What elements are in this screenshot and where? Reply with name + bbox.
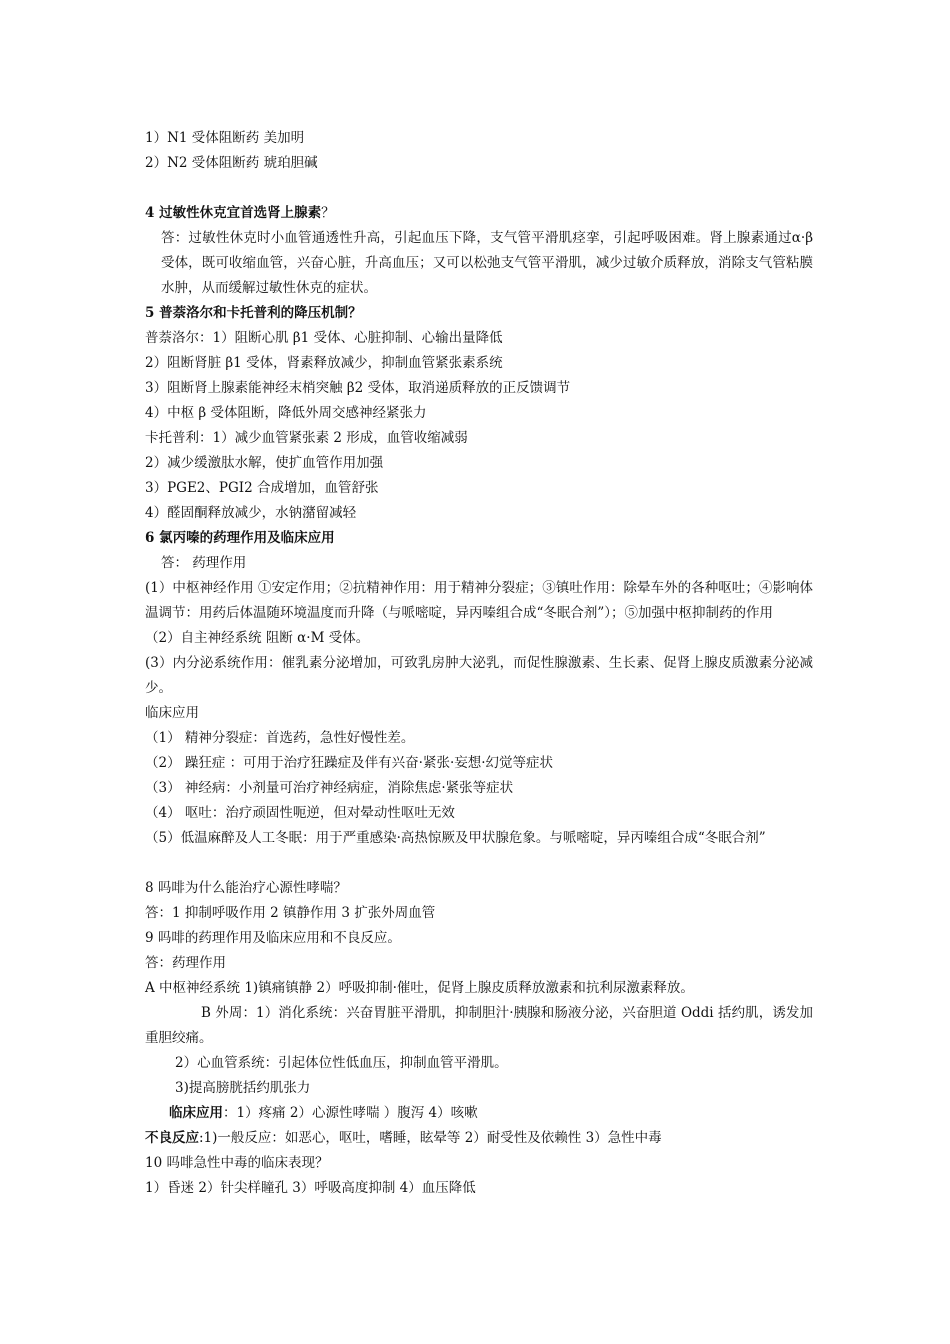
text-line: 普萘洛尔：1）阻断心肌 β1 受体、心脏抑制、心输出量降低 — [145, 330, 503, 346]
text-line: 2）减少缓激肽水解，使扩血管作用加强 — [145, 455, 384, 471]
text-line: 答： 药理作用 — [161, 555, 247, 571]
text-line: 2）N2 受体阻断药 琥珀胆碱 — [145, 155, 318, 171]
text-line: （2）自主神经系统 阻断 α·M 受体。 — [145, 630, 370, 646]
adverse-reaction-label: 不良反应 — [145, 1130, 199, 1146]
list-item: （3） 神经病：小剂量可治疗神经病症，消除焦虑·紧张等症状 — [145, 780, 514, 796]
text-line: 2）阻断肾脏 β1 受体，肾素释放减少，抑制血管紧张素系统 — [145, 355, 503, 371]
text-line: A 中枢神经系统 1)镇痛镇静 2）呼吸抑制·催吐，促肾上腺皮质释放激素和抗利尿激素释放。 — [145, 980, 694, 996]
question-4-heading — [145, 201, 813, 226]
adverse-reaction-text: :1)一般反应：如恶心，呕吐，嗜睡，眩晕等 2）耐受性及依赖性 3）急性中毒 — [199, 1130, 662, 1146]
question-9-heading: 9 吗啡的药理作用及临床应用和不良反应。 — [145, 930, 401, 946]
text-line: 1）N1 受体阻断药 美加明 — [145, 130, 305, 146]
list-item: （5）低温麻醉及人工冬眠：用于严重感染·高热惊厥及甲状腺危象。与哌嘧啶，异丙嗪组合成“冬眠合剂” — [145, 830, 766, 846]
text-line: 4）醛固酮释放减少，水钠潴留减轻 — [145, 505, 357, 521]
question-6-heading: 6 氯丙嗪的药理作用及临床应用 — [145, 530, 335, 546]
question-10-heading: 10 吗啡急性中毒的临床表现？ — [145, 1155, 329, 1171]
text-line: 1）昏迷 2）针尖样瞳孔 3）呼吸高度抑制 4）血压降低 — [145, 1180, 476, 1196]
text-line: 答：药理作用 — [145, 955, 226, 971]
blank-line — [145, 176, 813, 201]
list-item: （4） 呕吐：治疗顽固性呃逆，但对晕动性呕吐无效 — [145, 805, 455, 821]
text-line: 3）阻断肾上腺素能神经末梢突触 β2 受体，取消递质释放的正反馈调节 — [145, 380, 571, 396]
text-paragraph-content: B 外周：1）消化系统：兴奋胃脏平滑肌，抑制胆汁·胰腺和肠液分泌，兴奋胆道 Oddi 括约肌，诱发加重胆绞痛。 — [145, 1005, 813, 1046]
clinical-use-line — [145, 1101, 813, 1126]
document-body — [145, 126, 813, 1201]
text-line: 3)提高膀胱括约肌张力 — [175, 1080, 311, 1096]
text-line: 卡托普利：1）减少血管紧张素 2 形成，血管收缩减弱 — [145, 430, 468, 446]
question-8-heading: 8 吗啡为什么能治疗心源性哮喘？ — [145, 880, 347, 896]
text-paragraph — [145, 1001, 813, 1051]
text-line: 4）中枢 β 受体阻断，降低外周交感神经紧张力 — [145, 405, 427, 421]
text-line: 2）心血管系统：引起体位性低血压，抑制血管平滑肌。 — [175, 1055, 508, 1071]
clinical-use-label: 临床应用 — [169, 1105, 223, 1121]
question-4-answer: 答：过敏性休克时小血管通透性升高，引起血压下降，支气管平滑肌痉挛，引起呼吸困难。肾上腺素通过α·β 受体，既可收缩血管，兴奋心脏，升高血压；又可以松弛支气管平滑肌，减少过敏介质释放，消除支气管粘膜水肿，从而缓解过敏性休克的症状。 — [161, 230, 813, 296]
question-4-title: 4 过敏性休克宜首选肾上腺素 — [145, 205, 322, 221]
question-4-mark: ？ — [321, 205, 335, 221]
blank-line — [145, 851, 813, 876]
text-paragraph: (3）内分泌系统作用：催乳素分泌增加，可致乳房肿大泌乳，而促性腺激素、生长素、促肾上腺皮质激素分泌减少。 — [145, 655, 813, 696]
text-paragraph: (1）中枢神经作用 ①安定作用；②抗精神作用：用于精神分裂症；③镇吐作用：除晕车外的各种呕吐；④影响体温调节：用药后体温随环境温度而升降（与哌嘧啶，异丙嗪组合成“冬眠合剂”）；⑤加强中枢抑制药的作用 — [145, 580, 813, 621]
list-item: （1） 精神分裂症：首选药，急性好慢性差。 — [145, 730, 415, 746]
adverse-reaction-line — [145, 1126, 813, 1151]
text-line: 3）PGE2、PGI2 合成增加，血管舒张 — [145, 480, 379, 496]
text-line: 临床应用 — [145, 705, 199, 721]
list-item: （2） 躁狂症 ：可用于治疗狂躁症及伴有兴奋·紧张·妄想·幻觉等症状 — [145, 755, 554, 771]
question-5-heading: 5 普萘洛尔和卡托普利的降压机制？ — [145, 305, 362, 321]
text-line: 答：1 抑制呼吸作用 2 镇静作用 3 扩张外周血管 — [145, 905, 436, 921]
clinical-use-text: ：1）疼痛 2）心源性哮喘 ）腹泻 4）咳嗽 — [223, 1105, 478, 1121]
